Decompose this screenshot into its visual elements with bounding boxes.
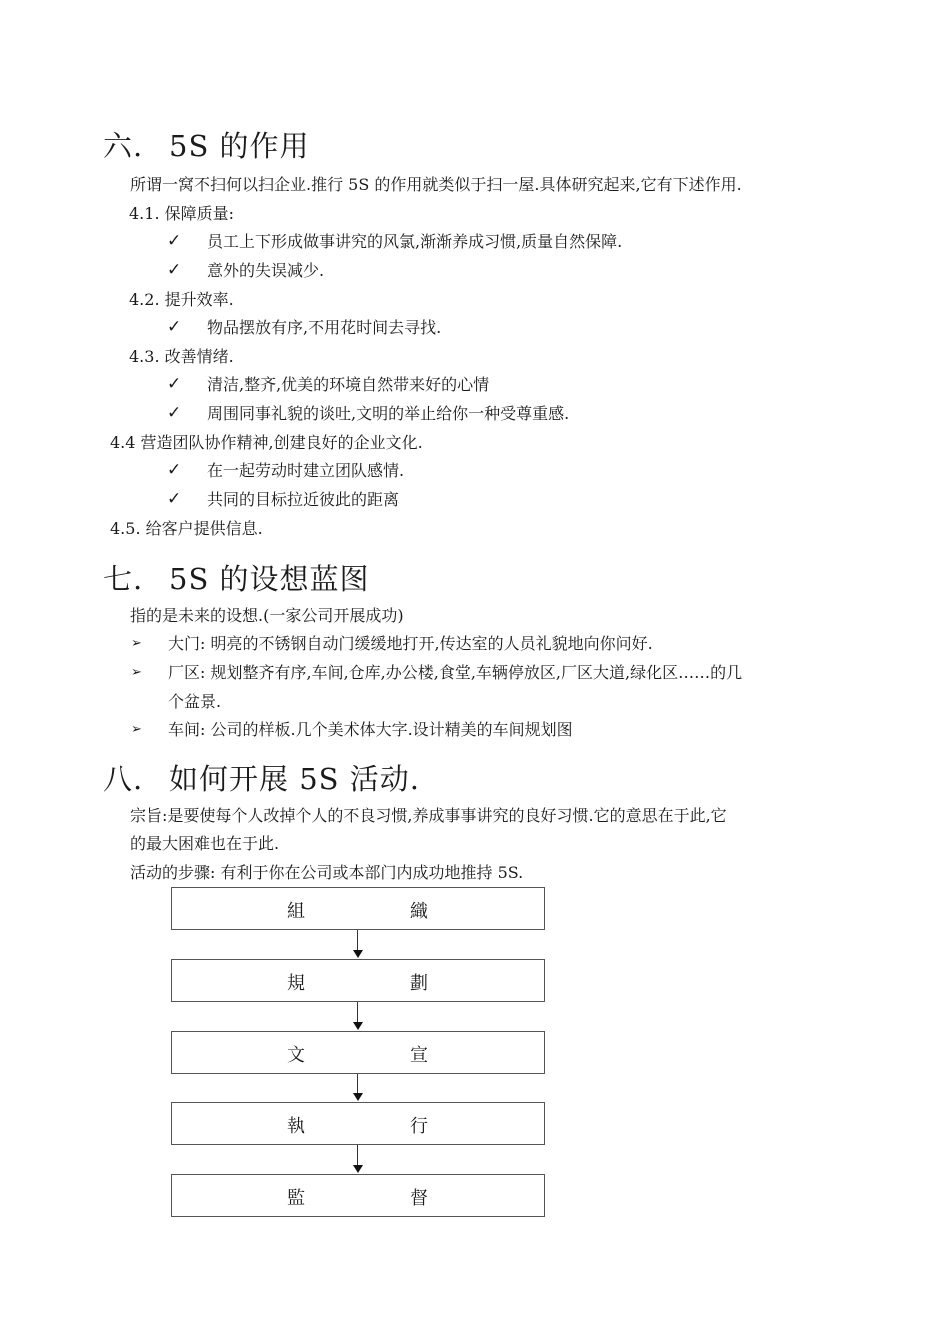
item-heading: 4.3. 改善情绪. bbox=[129, 347, 234, 366]
check-icon: ✓ bbox=[167, 317, 182, 337]
item-point: 在一起劳动时建立团队感情. bbox=[207, 461, 405, 480]
arrow-bullet-icon: ➢ bbox=[131, 636, 142, 651]
item-point: 周围同事礼貌的谈吐,文明的举止给你一种受尊重感. bbox=[207, 404, 570, 423]
flow-step-char: 規 bbox=[287, 973, 305, 994]
flow-step-char: 督 bbox=[410, 1188, 428, 1209]
item-point: 意外的失误减少. bbox=[207, 261, 325, 280]
flow-arrowhead-icon bbox=[353, 1093, 363, 1101]
flow-arrowhead-icon bbox=[353, 1022, 363, 1030]
section-7-title: 5S 的设想蓝图 bbox=[169, 562, 370, 596]
section-6-number: 六. bbox=[103, 129, 144, 163]
section-8-heading bbox=[103, 757, 420, 798]
flow-connector bbox=[357, 1074, 358, 1093]
item-point: 清洁,整齐,优美的环境自然带来好的心情 bbox=[207, 375, 490, 394]
item-point: 共同的目标拉近彼此的距离 bbox=[207, 490, 400, 509]
purpose-text-continued: 的最大困难也在于此. bbox=[130, 834, 280, 853]
check-icon: ✓ bbox=[167, 460, 182, 480]
flow-step-char: 文 bbox=[287, 1045, 305, 1066]
flow-step-supervise bbox=[171, 1174, 545, 1217]
flow-arrowhead-icon bbox=[353, 1165, 363, 1173]
item-heading: 4.1. 保障质量: bbox=[129, 204, 235, 223]
arrow-bullet-icon: ➢ bbox=[131, 665, 142, 680]
flow-connector bbox=[357, 1145, 358, 1165]
steps-intro: 活动的步骤: 有利于你在公司或本部门内成功地推持 5S. bbox=[130, 863, 524, 882]
arrow-bullet-icon: ➢ bbox=[131, 722, 142, 737]
flow-step-char: 執 bbox=[287, 1116, 305, 1137]
bullet-text-continued: 个盆景. bbox=[168, 692, 222, 711]
flow-step-execute bbox=[171, 1102, 545, 1145]
section-6-title: 5S 的作用 bbox=[169, 129, 310, 163]
section-7-number: 七. bbox=[103, 562, 144, 596]
flow-step-char: 監 bbox=[287, 1188, 305, 1209]
section-8-number: 八. bbox=[103, 762, 144, 796]
bullet-text: 大门: 明亮的不锈钢自动门缓缓地打开,传达室的人员礼貌地向你问好. bbox=[168, 634, 653, 653]
flow-step-char: 劃 bbox=[410, 973, 428, 994]
section-6-intro: 所谓一窝不扫何以扫企业.推行 5S 的作用就类似于扫一屋.具体研究起来,它有下述作用. bbox=[130, 175, 742, 194]
bullet-text: 车间: 公司的样板.几个美术体大字.设计精美的车间规划图 bbox=[168, 720, 573, 739]
flow-step-char: 宣 bbox=[410, 1045, 428, 1066]
item-point: 员工上下形成做事讲究的风氯,渐渐养成习惯,质量自然保障. bbox=[207, 232, 623, 251]
flow-step-char: 行 bbox=[410, 1116, 428, 1137]
flow-connector bbox=[357, 1002, 358, 1022]
bullet-text: 厂区: 规划整齐有序,车间,仓库,办公楼,食堂,车辆停放区,厂区大道,绿化区……的几 bbox=[168, 663, 743, 682]
item-point: 物品摆放有序,不用花时间去寻找. bbox=[207, 318, 442, 337]
flow-step-char: 組 bbox=[287, 901, 305, 922]
section-6-heading bbox=[103, 124, 310, 165]
section-7-intro: 指的是未来的设想.(一家公司开展成功) bbox=[130, 606, 404, 625]
flow-step-organize bbox=[171, 887, 545, 930]
check-icon: ✓ bbox=[167, 489, 182, 509]
flow-connector bbox=[357, 930, 358, 950]
check-icon: ✓ bbox=[167, 374, 182, 394]
section-8-title: 如何开展 5S 活动. bbox=[169, 762, 420, 796]
flow-step-plan bbox=[171, 959, 545, 1002]
purpose-text: 宗旨:是要使每个人改掉个人的不良习惯,养成事事讲究的良好习惯.它的意思在于此,它 bbox=[130, 806, 727, 825]
flow-step-char: 織 bbox=[410, 901, 428, 922]
check-icon: ✓ bbox=[167, 260, 182, 280]
item-heading: 4.2. 提升效率. bbox=[129, 290, 234, 309]
flow-step-promote bbox=[171, 1031, 545, 1074]
item-heading: 4.5. 给客户提供信息. bbox=[110, 519, 263, 538]
section-7-heading bbox=[103, 557, 370, 598]
check-icon: ✓ bbox=[167, 231, 182, 251]
item-heading: 4.4 营造团队协作精神,创建良好的企业文化. bbox=[110, 433, 423, 452]
check-icon: ✓ bbox=[167, 403, 182, 423]
flow-arrowhead-icon bbox=[353, 950, 363, 958]
